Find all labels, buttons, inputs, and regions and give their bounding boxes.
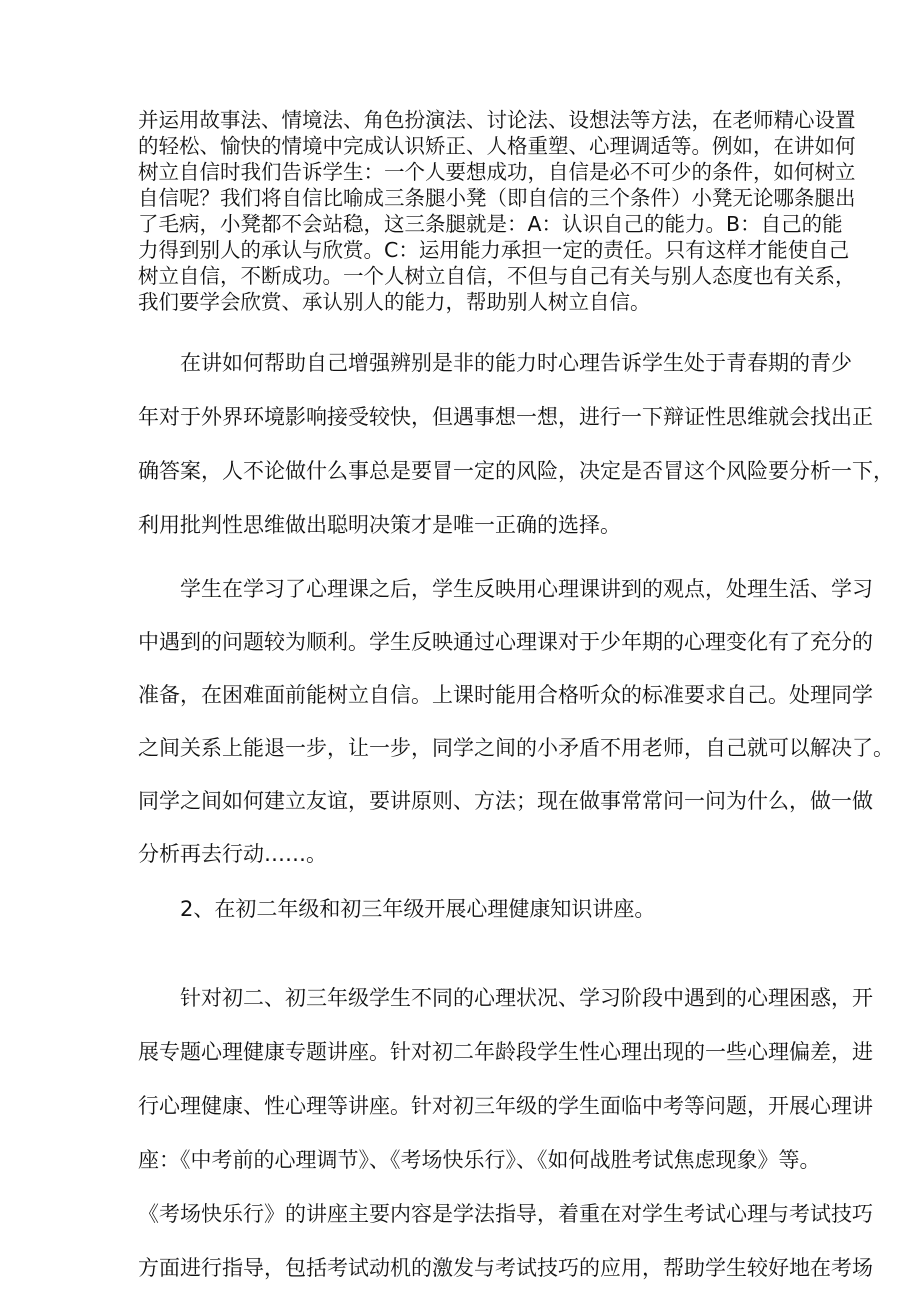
text-line: 针对初二、初三年级学生不同的心理状况、学习阶段中遇到的心理困惑，开 [180,986,873,1010]
text-line: 准备，在困难面前能树立自信。上课时能用合格听众的标准要求自己。处理同学 [138,683,873,707]
section-heading: 2、在初二年级和初三年级开展心理健康知识讲座。 [180,897,656,921]
text-line: 年对于外界环境影响接受较快，但遇事想一想，进行一下辩证性思维就会找出正 [138,405,873,429]
text-line: 我们要学会欣赏、承认别人的能力，帮助别人树立自信。 [138,290,651,314]
text-line: 在讲如何帮助自己增强辨别是非的能力时心理告诉学生处于青春期的青少 [180,351,852,375]
text-line: 展专题心理健康专题讲座。针对初二年龄段学生性心理出现的一些心理偏差，进 [138,1040,873,1064]
text-line: 之间关系上能退一步，让一步，同学之间的小矛盾不用老师，自己就可以解决了。 [138,736,894,760]
text-line: 《考场快乐行》的讲座主要内容是学法指导，着重在对学生考试心理与考试技巧 [138,1202,873,1226]
text-line: 中遇到的问题较为顺利。学生反映通过心理课对于少年期的心理变化有了充分的 [138,630,873,654]
text-line: 树立自信时我们告诉学生：一个人要想成功，自信是必不可少的条件，如何树立 [138,160,856,184]
text-line: 自信呢？我们将自信比喻成三条腿小凳（即自信的三个条件）小凳无论哪条腿出 [138,186,856,210]
text-line: 力得到别人的承认与欣赏。C：运用能力承担一定的责任。只有这样才能使自己 [138,238,850,262]
text-line: 方面进行指导，包括考试动机的激发与考试技巧的应用，帮助学生较好地在考场 [138,1256,873,1280]
text-line: 确答案，人不论做什么事总是要冒一定的风险，决定是否冒这个风险要分析一下， [138,459,894,483]
text-line: 同学之间如何建立友谊，要讲原则、方法；现在做事常常问一问为什么，做一做 [138,789,873,813]
text-line: 并运用故事法、情境法、角色扮演法、讨论法、设想法等方法，在老师精心设置 [138,108,856,132]
text-line: 树立自信，不断成功。一个人树立自信，不但与自己有关与别人态度也有关系， [138,264,856,288]
text-line: 行心理健康、性心理等讲座。针对初三年级的学生面临中考等问题，开展心理讲 [138,1094,873,1118]
text-line: 座：《中考前的心理调节》、《考场快乐行》、《如何战胜考试焦虑现象》等。 [138,1148,821,1172]
text-line: 了毛病，小凳都不会站稳，这三条腿就是：A：认识自己的能力。B：自己的能 [138,212,843,236]
text-line: 利用批判性思维做出聪明决策才是唯一正确的选择。 [138,513,621,537]
text-line: 的轻松、愉快的情境中完成认识矫正、人格重塑、心理调适等。例如，在讲如何 [138,134,856,158]
text-line: 分析再去行动……。 [138,842,327,866]
text-line: 学生在学习了心理课之后，学生反映用心理课讲到的观点，处理生活、学习 [180,577,873,601]
